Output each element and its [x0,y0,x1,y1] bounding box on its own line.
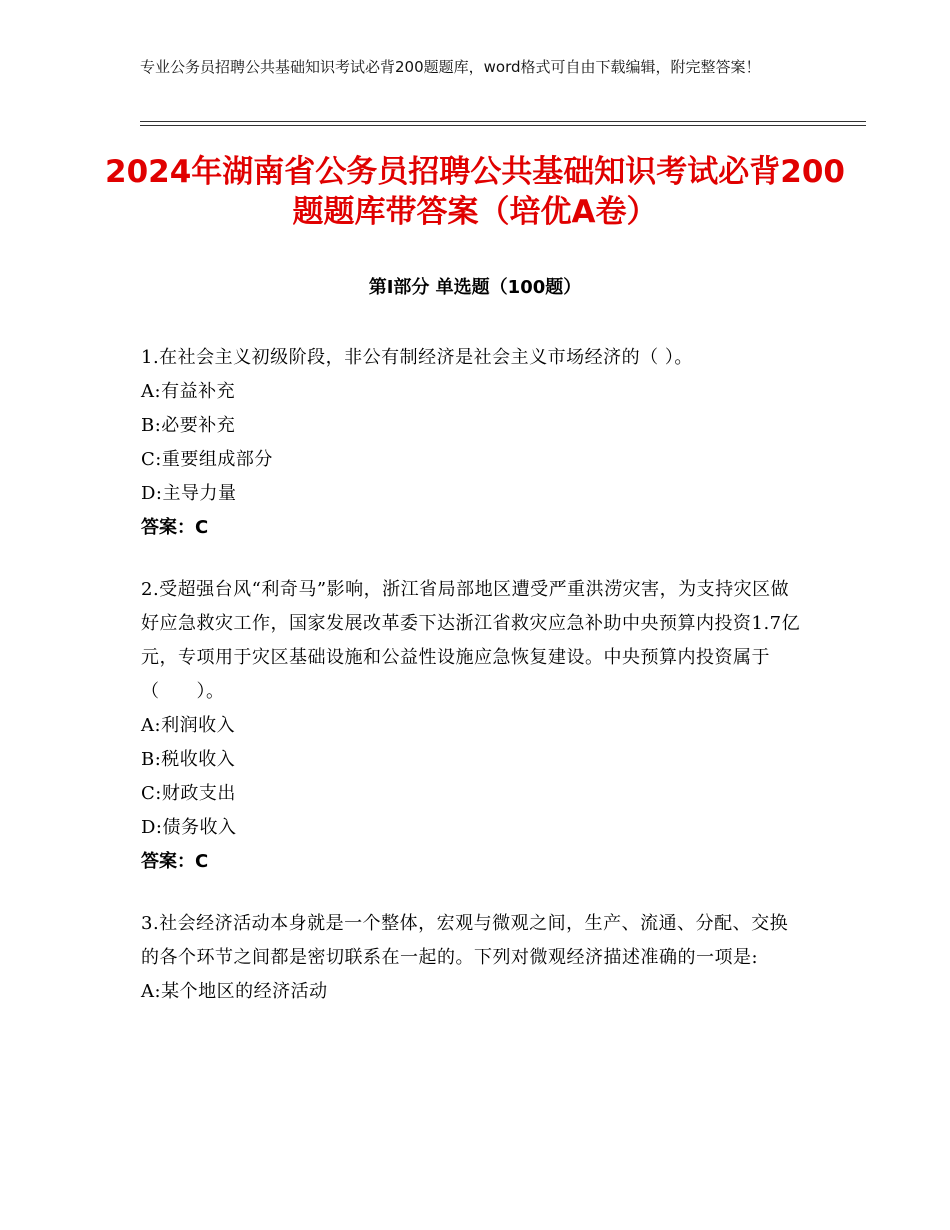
question-2 [141,573,801,879]
option-a: A:某个地区的经济活动 [141,981,328,1002]
option-c: C:财政支出 [141,783,236,804]
header-divider [140,121,866,122]
document-title: 2024年湖南省公务员招聘公共基础知识考试必背200题题库带答案（培优A卷） [105,154,845,230]
option-d: D:债务收入 [141,817,237,838]
header-note: 专业公务员招聘公共基础知识考试必背200题题库，word格式可自由下载编辑，附完整答案！ [140,58,761,76]
section-heading: 第Ⅰ部分 单选题（100题） [368,277,582,298]
question-1 [141,341,801,545]
header-divider-secondary [140,125,866,126]
option-b: B:必要补充 [141,415,236,436]
option-d: D:主导力量 [141,483,237,504]
option-b: B:税收收入 [141,749,236,770]
question-stem: 1.在社会主义初级阶段，非公有制经济是社会主义市场经济的（ ）。 [141,347,693,368]
answer-line: 答案：C [141,851,209,872]
question-list [141,341,801,1037]
question-stem: 2.受超强台风“利奇马”影响，浙江省局部地区遭受严重洪涝灾害，为支持灾区做好应急救灾工作，国家发展改革委下达浙江省救灾应急补助中央预算内投资1.7亿元，专项用于灾区基础设施和公益性设施应急恢复建设。中央预算内投资属于（ ）。 [141,579,801,702]
option-a: A:利润收入 [141,715,236,736]
option-c: C:重要组成部分 [141,449,273,470]
question-3 [141,907,801,1009]
option-a: A:有益补充 [141,381,236,402]
question-stem: 3.社会经济活动本身就是一个整体，宏观与微观之间，生产、流通、分配、交换的各个环节之间都是密切联系在一起的。下列对微观经济描述准确的一项是: [141,913,789,968]
answer-line: 答案：C [141,517,209,538]
